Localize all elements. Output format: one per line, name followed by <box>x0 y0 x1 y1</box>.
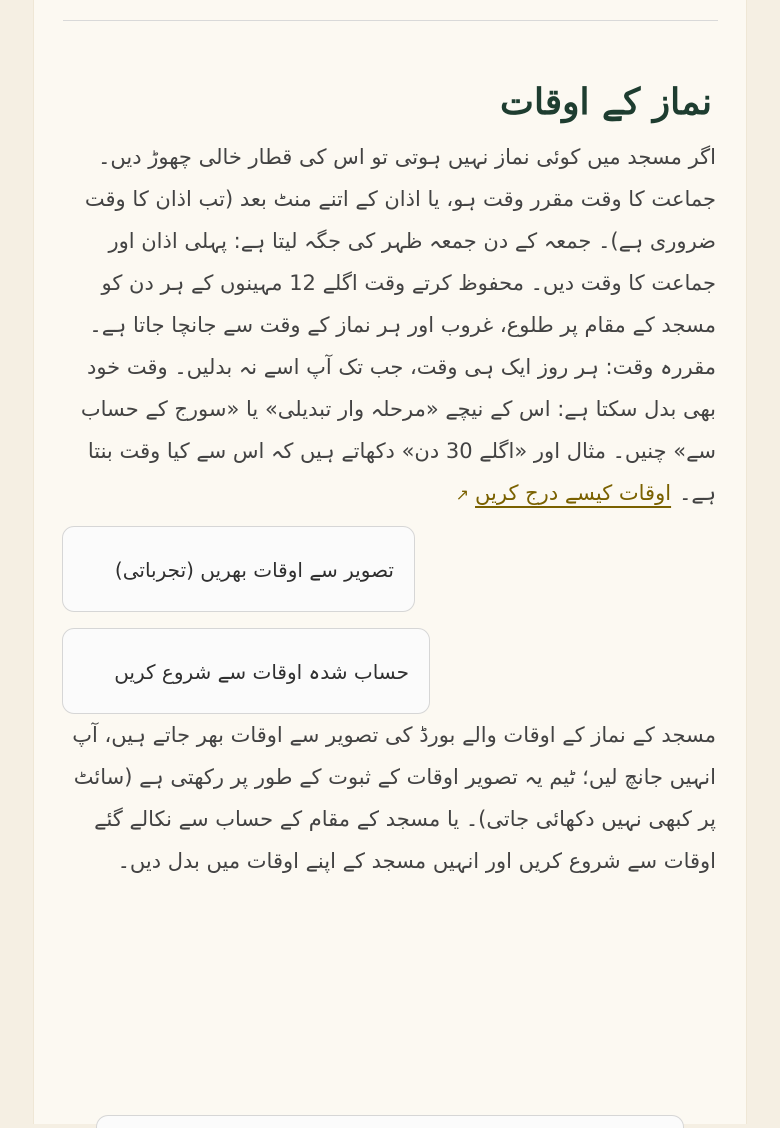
intro-paragraph: اگر مسجد میں کوئی نماز نہیں ہوتی تو اس کی قطار خالی چھوڑ دیں۔ جماعت کا وقت مقرر وقت ہو، یا اذان کے اتنے منٹ بعد (تب اذان کا وقت ضروری ہے)۔ جمعہ کے دن جمعہ ظہر کی جگہ لیتا ہے: پہلی اذان اور جماعت کا وقت دیں۔ محفوظ کرتے وقت اگلے 12 مہینوں کے ہر دن کو مسجد کے مقام پر طلوع، غروب اور ہر نماز کے وقت سے جانچا جاتا ہے۔ <box>84 145 716 337</box>
fixed-time-text: مقررہ وقت: ہر روز ایک ہی وقت، جب تک آپ اسے نہ بدلیں۔ وقت خود بھی بدل سکتا ہے: اس کے نیچے «مرحلہ وار تبدیلی» یا «سورج کے حساب سے» چنیں۔ مثال اور «اگلے 30 دن» دکھاتے ہیں کہ اس سے کیا وقت بنتا ہے۔ <box>80 355 716 505</box>
external-link-icon: ↗ <box>455 485 470 504</box>
prayer-times-section <box>62 68 718 882</box>
start-from-calculated-button[interactable]: حساب شدہ اوقات سے شروع کریں <box>62 628 430 714</box>
divider <box>63 20 718 21</box>
fixed-time-paragraph <box>62 346 718 516</box>
fill-from-photo-button[interactable]: تصویر سے اوقات بھریں (تجرباتی) <box>62 526 415 612</box>
prayer-times-panel <box>33 0 747 1124</box>
next-section-card <box>96 1115 684 1128</box>
note-paragraph: مسجد کے نماز کے اوقات والے بورڈ کی تصویر سے اوقات بھر جاتے ہیں، آپ انہیں جانچ لیں؛ ٹیم یہ تصویر اوقات کے ثبوت کے طور پر رکھتی ہے (سائٹ پر کبھی نہیں دکھائی جاتی)۔ یا مسجد کے مقام کے حساب سے نکالے گئے اوقات سے شروع کریں اور انہیں مسجد کے اپنے اوقات میں بدل دیں۔ <box>72 723 716 873</box>
section-title: نماز کے اوقات <box>500 81 712 123</box>
help-link-label: اوقات کیسے درج کریں <box>475 481 672 505</box>
help-link[interactable] <box>456 481 671 505</box>
